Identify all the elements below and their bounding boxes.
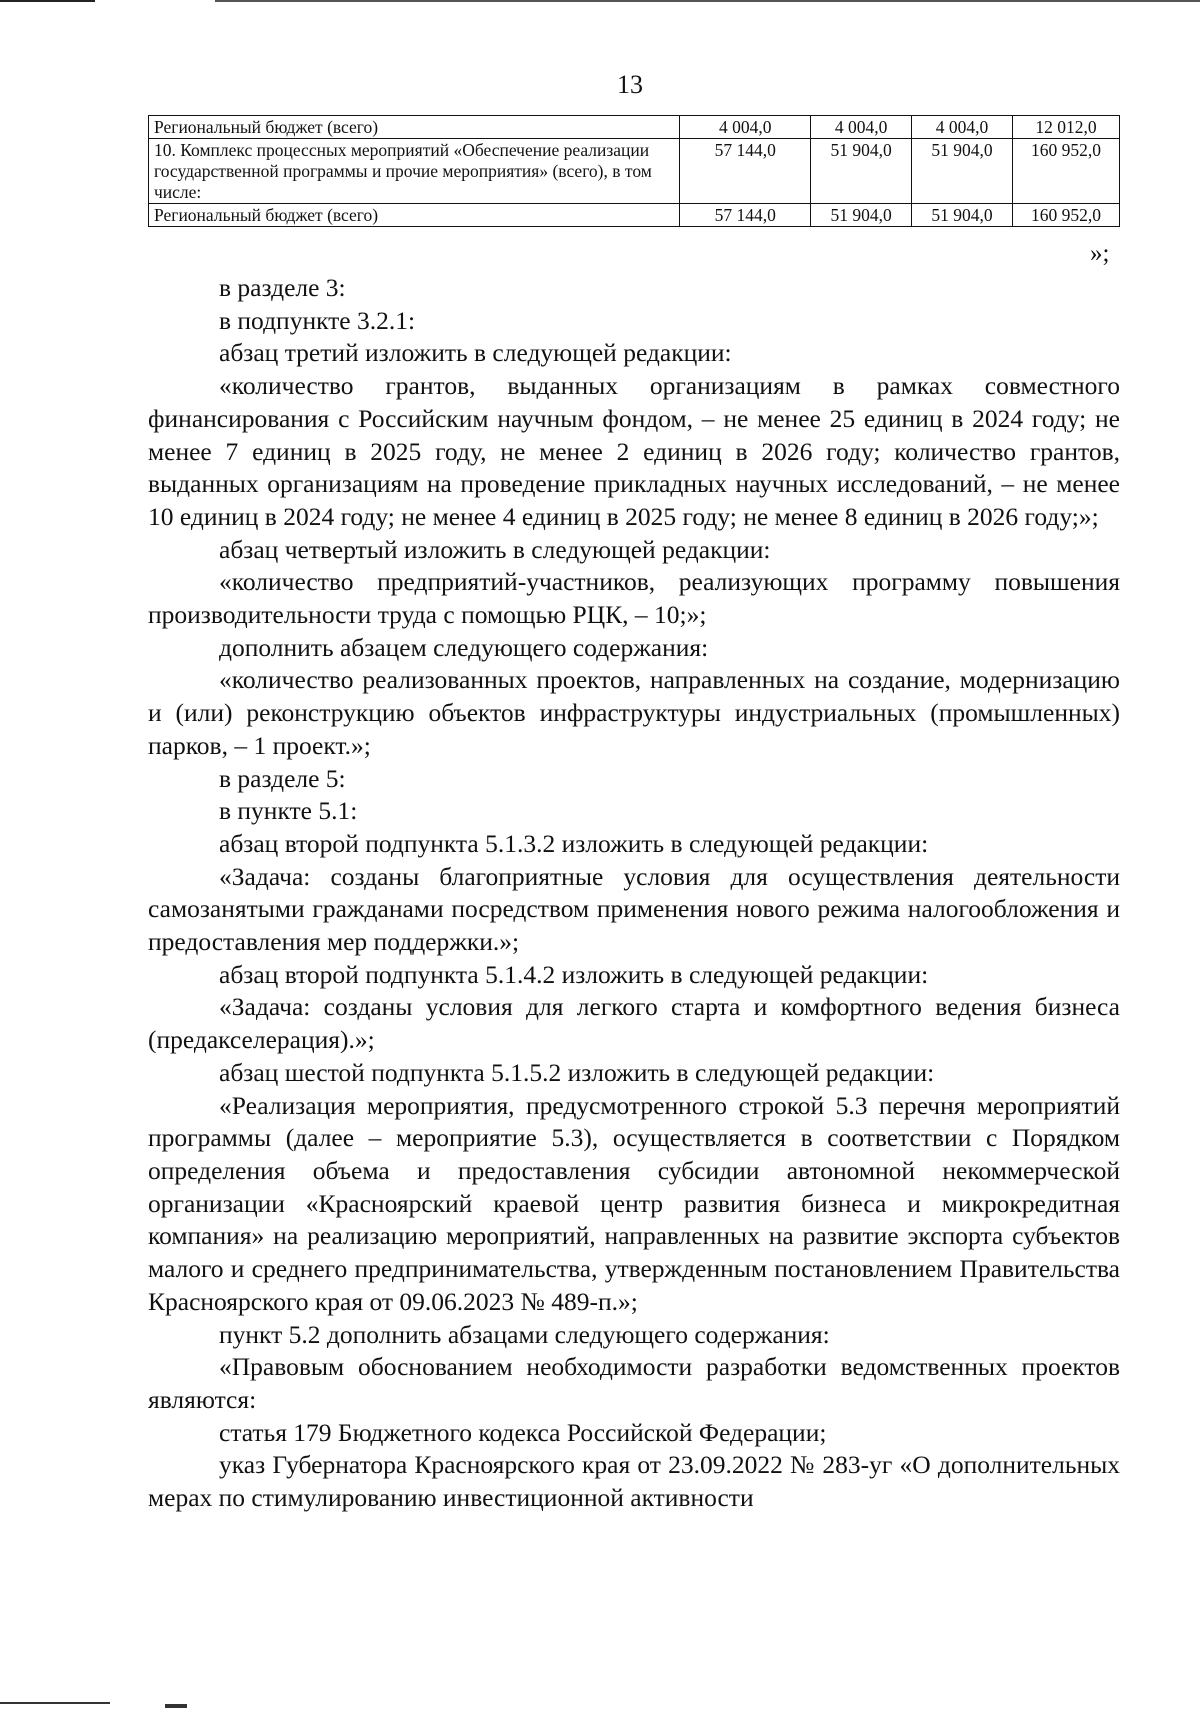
total-cell: 12 012,0 — [1013, 116, 1120, 139]
paragraph: пункт 5.2 дополнить абзацами следующего содержания: — [219, 1319, 830, 1349]
value-cell: 4 004,0 — [912, 116, 1013, 139]
paragraph: абзац четвертый изложить в следующей редакции: — [219, 534, 771, 564]
paragraph: абзац третий изложить в следующей редакции: — [219, 338, 732, 368]
total-cell: 160 952,0 — [1013, 204, 1120, 227]
paragraph: в подпункте 3.2.1: — [219, 305, 416, 335]
total-cell: 160 952,0 — [1013, 139, 1120, 204]
table-row — [149, 139, 1120, 204]
scan-edge-line-left — [0, 0, 95, 2]
scan-edge-line-right — [215, 0, 1200, 2]
paragraph: указ Губернатора Красноярского края от 23.09.2022 № 283-уг «О дополнительных мерах по стимулированию инвестиционной активности — [148, 1450, 1120, 1513]
value-cell: 51 904,0 — [811, 139, 912, 204]
page-number: 13 — [617, 70, 643, 99]
row-label: Региональный бюджет (всего) — [149, 116, 680, 139]
row-label: Региональный бюджет (всего) — [149, 204, 680, 227]
paragraph: в разделе 3: — [219, 273, 346, 302]
paragraph: абзац шестой подпункта 5.1.5.2 изложить в следующей редакции: — [219, 1057, 935, 1087]
row-label: 10. Комплекс процессных мероприятий «Обеспечение реализации государственной программы и прочие мероприятия» (всего), в том числе: — [149, 139, 680, 204]
paragraph: абзац второй подпункта 5.1.3.2 изложить в следующей редакции: — [219, 828, 929, 858]
paragraph: «Правовым обоснованием необходимости разработки ведомственных проектов являются: — [148, 1352, 1120, 1414]
value-cell: 57 144,0 — [680, 204, 811, 227]
paragraph: абзац второй подпункта 5.1.4.2 изложить в следующей редакции: — [219, 959, 929, 989]
scan-edge-line-bottom — [0, 1702, 110, 1704]
paragraph: «количество грантов, выданных организациям в рамках совместного финансирования с Российским научным фондом, – не менее 25 единиц в 2024 году; не менее 7 единиц в 2025 году, не менее 2 единиц в 2026 году; количество грантов, выданных организациям на проведение прикладных научных исследований, – не менее 10 единиц в 2024 году; не менее 4 единиц в 2025 году; не менее 8 единиц в 2026 году;»; — [148, 371, 1120, 531]
paragraph: «Задача: созданы условия для легкого старта и комфортного ведения бизнеса (предакселерация).»; — [148, 992, 1120, 1055]
paragraph: статья 179 Бюджетного кодекса Российской Федерации; — [219, 1417, 827, 1447]
value-cell: 57 144,0 — [680, 139, 811, 204]
table-closing-quote: »; — [1090, 240, 1110, 267]
value-cell: 51 904,0 — [811, 204, 912, 227]
scan-edge-mark-bottom — [165, 1704, 187, 1708]
document-body — [148, 272, 1120, 1515]
paragraph: «количество реализованных проектов, направленных на создание, модернизацию и (или) реконструкцию объектов инфраструктуры индустриальных (промышленных) парков, – 1 проект.»; — [148, 665, 1120, 760]
paragraph: дополнить абзацем следующего содержания: — [219, 632, 709, 662]
value-cell: 4 004,0 — [811, 116, 912, 139]
value-cell: 4 004,0 — [680, 116, 811, 139]
table-row — [149, 204, 1120, 227]
value-cell: 51 904,0 — [912, 204, 1013, 227]
budget-table — [148, 115, 1120, 227]
paragraph: «Задача: созданы благоприятные условия для осуществления деятельности самозанятыми гражданами посредством применения нового режима налогообложения и предоставления мер поддержки.»; — [148, 861, 1120, 957]
paragraph: в разделе 5: — [219, 763, 346, 793]
table-row — [149, 116, 1120, 139]
paragraph: в пункте 5.1: — [219, 796, 358, 826]
paragraph: «Реализация мероприятия, предусмотренного строкой 5.3 перечня мероприятий программы (далее – мероприятие 5.3), осуществляется в соответствии с Порядком определения объема и предоставления субсидии автономной некоммерческой организации «Красноярский краевой центр развития бизнеса и микрокредитная компания» на реализацию мероприятий, направленных на развитие экспорта субъектов малого и среднего предпринимательства, утвержденным постановлением Правительства Красноярского края от 09.06.2023 № 489-п.»; — [148, 1090, 1120, 1316]
paragraph: «количество предприятий-участников, реализующих программу повышения производительности труда с помощью РЦК, – 10;»; — [148, 567, 1120, 630]
value-cell: 51 904,0 — [912, 139, 1013, 204]
